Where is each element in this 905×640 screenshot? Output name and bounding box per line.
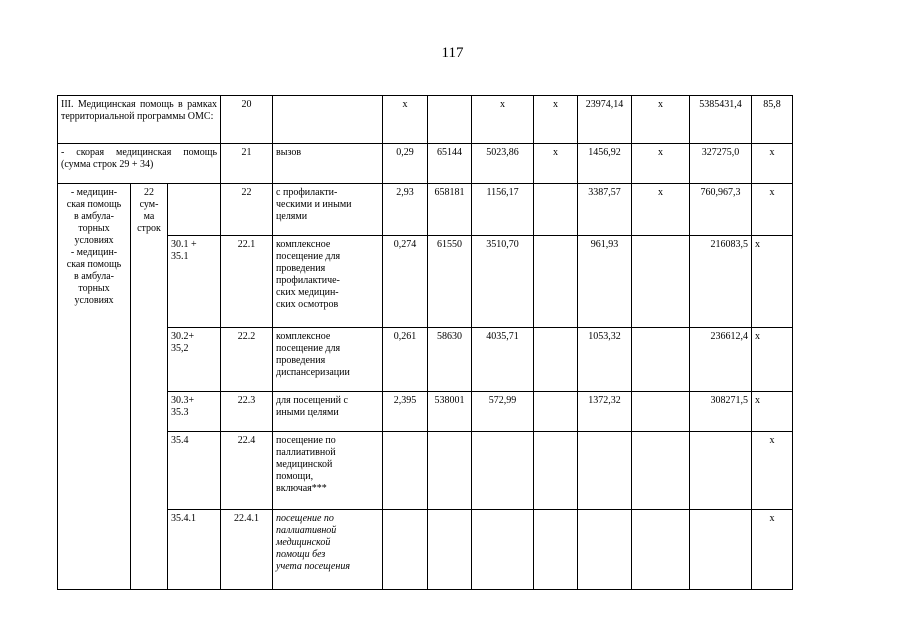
value-cell: 538001 bbox=[428, 392, 472, 432]
value-cell: 0,261 bbox=[383, 328, 428, 392]
row-label: III. Медицинская помощь в рамках территориальной программы ОМС: bbox=[58, 96, 221, 144]
value-cell bbox=[632, 510, 690, 590]
row-number: 22.2 bbox=[221, 328, 273, 392]
value-cell: х bbox=[752, 236, 793, 328]
value-cell: х bbox=[752, 510, 793, 590]
value-cell: 3510,70 bbox=[472, 236, 534, 328]
table-row bbox=[58, 184, 793, 236]
unit-cell: посещение по паллиативной медицинской помощи, включая*** bbox=[273, 432, 383, 510]
value-cell: х bbox=[632, 96, 690, 144]
value-cell bbox=[534, 328, 578, 392]
value-cell: 572,99 bbox=[472, 392, 534, 432]
value-cell bbox=[472, 510, 534, 590]
value-cell: 58630 bbox=[428, 328, 472, 392]
unit-cell: для посещений с иными целями bbox=[273, 392, 383, 432]
table-row bbox=[58, 144, 793, 184]
value-cell bbox=[383, 432, 428, 510]
row-number: 20 bbox=[221, 96, 273, 144]
value-cell: 0,29 bbox=[383, 144, 428, 184]
value-cell: 23974,14 bbox=[578, 96, 632, 144]
sub-row-cell bbox=[168, 184, 221, 236]
value-cell bbox=[534, 236, 578, 328]
value-cell: х bbox=[752, 392, 793, 432]
value-cell: 2,93 bbox=[383, 184, 428, 236]
table-row bbox=[58, 236, 793, 328]
row-number: 21 bbox=[221, 144, 273, 184]
table-row bbox=[58, 432, 793, 510]
value-cell: х bbox=[632, 184, 690, 236]
value-cell bbox=[632, 328, 690, 392]
value-cell: 216083,5 bbox=[690, 236, 752, 328]
value-cell bbox=[690, 432, 752, 510]
value-cell bbox=[632, 392, 690, 432]
value-cell: 2,395 bbox=[383, 392, 428, 432]
row-label: - скорая медицинская помощь (сумма строк 29 + 34) bbox=[58, 144, 221, 184]
sub-row-cell: 30.3+ 35.3 bbox=[168, 392, 221, 432]
value-cell: х bbox=[752, 432, 793, 510]
unit-cell bbox=[273, 96, 383, 144]
value-cell: х bbox=[534, 96, 578, 144]
unit-cell: посещение по паллиативной медицинской помощи без учета посещения bbox=[273, 510, 383, 590]
row-number: 22.1 bbox=[221, 236, 273, 328]
sub-row-cell: 30.1 + 35.1 bbox=[168, 236, 221, 328]
value-cell: 1372,32 bbox=[578, 392, 632, 432]
value-cell: 61550 bbox=[428, 236, 472, 328]
value-cell: х bbox=[383, 96, 428, 144]
value-cell: 5023,86 bbox=[472, 144, 534, 184]
value-cell: 85,8 bbox=[752, 96, 793, 144]
value-cell: 65144 bbox=[428, 144, 472, 184]
value-cell: 760,967,3 bbox=[690, 184, 752, 236]
table-row bbox=[58, 328, 793, 392]
value-cell bbox=[428, 432, 472, 510]
value-cell bbox=[428, 96, 472, 144]
value-cell bbox=[534, 392, 578, 432]
value-cell: х bbox=[472, 96, 534, 144]
value-cell: х bbox=[752, 144, 793, 184]
unit-cell: комплексное посещение для проведения профилактиче- ских медицин- ских осмотров bbox=[273, 236, 383, 328]
row-number: 22.4.1 bbox=[221, 510, 273, 590]
value-cell: 236612,4 bbox=[690, 328, 752, 392]
value-cell: 308271,5 bbox=[690, 392, 752, 432]
value-cell bbox=[534, 510, 578, 590]
unit-cell: вызов bbox=[273, 144, 383, 184]
value-cell bbox=[632, 432, 690, 510]
value-cell: 658181 bbox=[428, 184, 472, 236]
value-cell bbox=[534, 432, 578, 510]
value-cell bbox=[578, 510, 632, 590]
value-cell bbox=[690, 510, 752, 590]
table-row bbox=[58, 510, 793, 590]
value-cell: 1456,92 bbox=[578, 144, 632, 184]
unit-cell: комплексное посещение для проведения диспансеризации bbox=[273, 328, 383, 392]
value-cell: 0,274 bbox=[383, 236, 428, 328]
value-cell: 4035,71 bbox=[472, 328, 534, 392]
row-number: 22.3 bbox=[221, 392, 273, 432]
value-cell bbox=[472, 432, 534, 510]
unit-cell: с профилакти- ческими и иными целями bbox=[273, 184, 383, 236]
value-cell: х bbox=[534, 144, 578, 184]
value-cell bbox=[428, 510, 472, 590]
value-cell bbox=[578, 432, 632, 510]
page-number: 117 bbox=[441, 45, 464, 61]
value-cell: х bbox=[752, 184, 793, 236]
table-row bbox=[58, 392, 793, 432]
value-cell: 5385431,4 bbox=[690, 96, 752, 144]
value-cell: х bbox=[752, 328, 793, 392]
value-cell: 1053,32 bbox=[578, 328, 632, 392]
table-row bbox=[58, 96, 793, 144]
sub-row-cell: 35.4.1 bbox=[168, 510, 221, 590]
value-cell: 961,93 bbox=[578, 236, 632, 328]
value-cell bbox=[534, 184, 578, 236]
value-cell bbox=[632, 236, 690, 328]
row-number: 22 bbox=[221, 184, 273, 236]
row-number: 22.4 bbox=[221, 432, 273, 510]
value-cell: 3387,57 bbox=[578, 184, 632, 236]
sum-label: 22 сум- ма строк bbox=[131, 184, 168, 590]
data-table bbox=[57, 95, 793, 590]
row-label: - медицин- ская помощь в амбула- торных условиях - медицин- ская помощь в амбула- торных условиях bbox=[58, 184, 131, 590]
sub-row-cell: 35.4 bbox=[168, 432, 221, 510]
value-cell: х bbox=[632, 144, 690, 184]
sub-row-cell: 30.2+ 35,2 bbox=[168, 328, 221, 392]
value-cell: 1156,17 bbox=[472, 184, 534, 236]
value-cell bbox=[383, 510, 428, 590]
value-cell: 327275,0 bbox=[690, 144, 752, 184]
